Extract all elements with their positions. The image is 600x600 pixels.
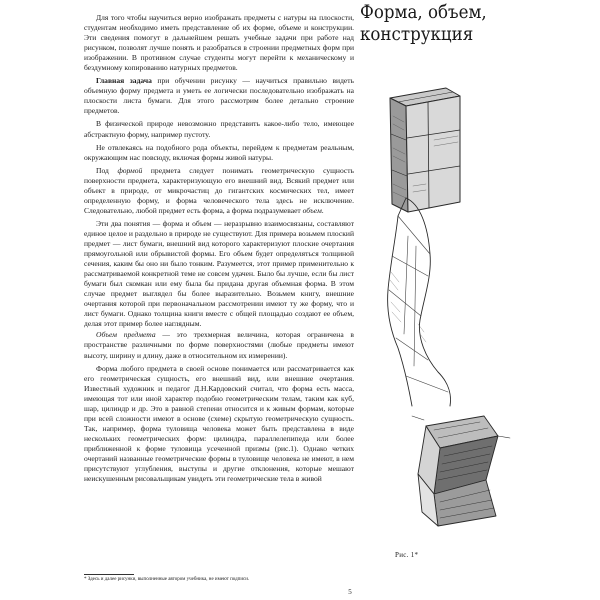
chapter-title-line-2: конструкция	[360, 24, 474, 45]
footnote-divider	[84, 574, 134, 575]
paragraph-2-text: при обучении рисунку — научиться правильно видеть объемную форму предмета и уметь ее логически последовательно изображать на плоскости листа бумаги. Для этого рассмотрим более детально строение предметов.	[84, 76, 354, 116]
page-number: 5	[348, 588, 352, 596]
paragraph-5-mid: предмета следует понимать геометрическую сущность поверхности предмета, характеризующую его внешний вид. Всякий предмет или объект в природе, от микрочастиц до гигантских космических тел, имеет определенную форму, и форма человеческого тела здесь не исключение. Следовательно, любой предмет есть форма, а форма подразумевает	[84, 165, 355, 215]
paragraph-7-text: — это трехмерная величина, которая ограничена в пространстве различными по форме поверхностями (любые предметы имеют высоту, ширину и длину, даже в относительном их измерении).	[84, 330, 354, 360]
torso-profile-sketch	[388, 198, 451, 406]
chapter-title-line-1: Форма, объем,	[360, 2, 487, 23]
paragraph-6: Эти два понятия — форма и объем — неразрывно взаимосвязаны, составляют единое целое и раздельно в природе не существуют. Для примера возьмем плоский предмет — лист бумаги, внешний вид которого характеризуют плоские очертания прямоугольной или обрывистой формы. Его объем будет определяться толщиной сечения, каким бы оно ни было тонким. Разумеется, этот пример применительно к рассматриваемой конкретной теме не совсем удачен. Было бы лучше, если бы лист бумаги был скомкан или ему была бы придана другая объемная форма. В этом случае предмет выглядел бы более выразительно. Возьмем книгу, внешние очертания которой при первоначальном рассмотрении имеют ту же форму, что и лист бумаги. Однако толщина книги вместе с общей площадью создают ее объем, делая этот пример более наглядным.	[84, 218, 354, 329]
chapter-title	[360, 2, 567, 46]
paragraph-2	[84, 76, 354, 116]
torso-construction-sketch	[368, 76, 568, 546]
paragraph-5	[84, 166, 354, 216]
paragraph-5-pre: Под	[96, 165, 118, 175]
figure-caption: Рис. 1*	[395, 551, 419, 559]
footnote: * Здесь и далее рисунки, выполненные автором учебника, не имеют подписи.	[84, 577, 250, 582]
paragraph-1: Для того чтобы научиться верно изображать предметы с натуры на плоскости, студентам необходимо иметь представление об их форме, объеме и конструкции. Эти сведения помогут в дальнейшем решать учебные задачи при работе над рисунком, позволят лучше понять и разобраться в строении предметных форм при изображении. В противном случае студенты могут перейти к механическому и бездумному копированию натурных предметов.	[84, 13, 354, 73]
main-task-term: Главная задача	[96, 76, 152, 86]
form-term: формой	[117, 165, 143, 175]
volume-term: объем	[302, 205, 322, 215]
hatched-prism-sketch	[412, 416, 510, 526]
paragraph-3: В физической природе невозможно представить какое-либо тело, имеющее абстрактную форму, например пустоту.	[84, 119, 354, 139]
paragraph-8: Форма любого предмета в своей основе понимается или рассматривается как его геометрическая сущность, его внешний вид, или внешние очертания. Известный художник и педагог Д.Н.Кардовский считал, что форма есть масса, имеющая тот или иной характер подобно геометрическим телам, таким как куб, шар, цилиндр и др. Это в равной степени относится и к живым формам, которые при всей сложности имеют в основе (схеме) скрытую геометрическую сущность. Так, например, форма туловища человека может быть представлена в виде нескольких геометрических форм: цилиндра, параллелепипеда или более приближенной к форме туловища усеченной призмы (рис.1). Однако четких очертаний названные геометрические формы в туловище человека не имеют, в нем присутствуют углубления, выступы и другие отклонения, которые мешают неискушенным рисовальщикам увидеть эти геометрические тела в живой	[84, 363, 354, 484]
object-volume-term: Объем предмета	[96, 330, 156, 340]
paragraph-4: Не отвлекаясь на подобного рода объекты, перейдем к предметам реальным, окружающим нас повсюду, включая формы живой натуры.	[84, 142, 354, 162]
paragraph-7	[84, 330, 354, 360]
stacked-cubes-drawing	[390, 88, 460, 212]
main-text-column	[84, 13, 354, 485]
paragraph-5-end: .	[321, 205, 324, 215]
